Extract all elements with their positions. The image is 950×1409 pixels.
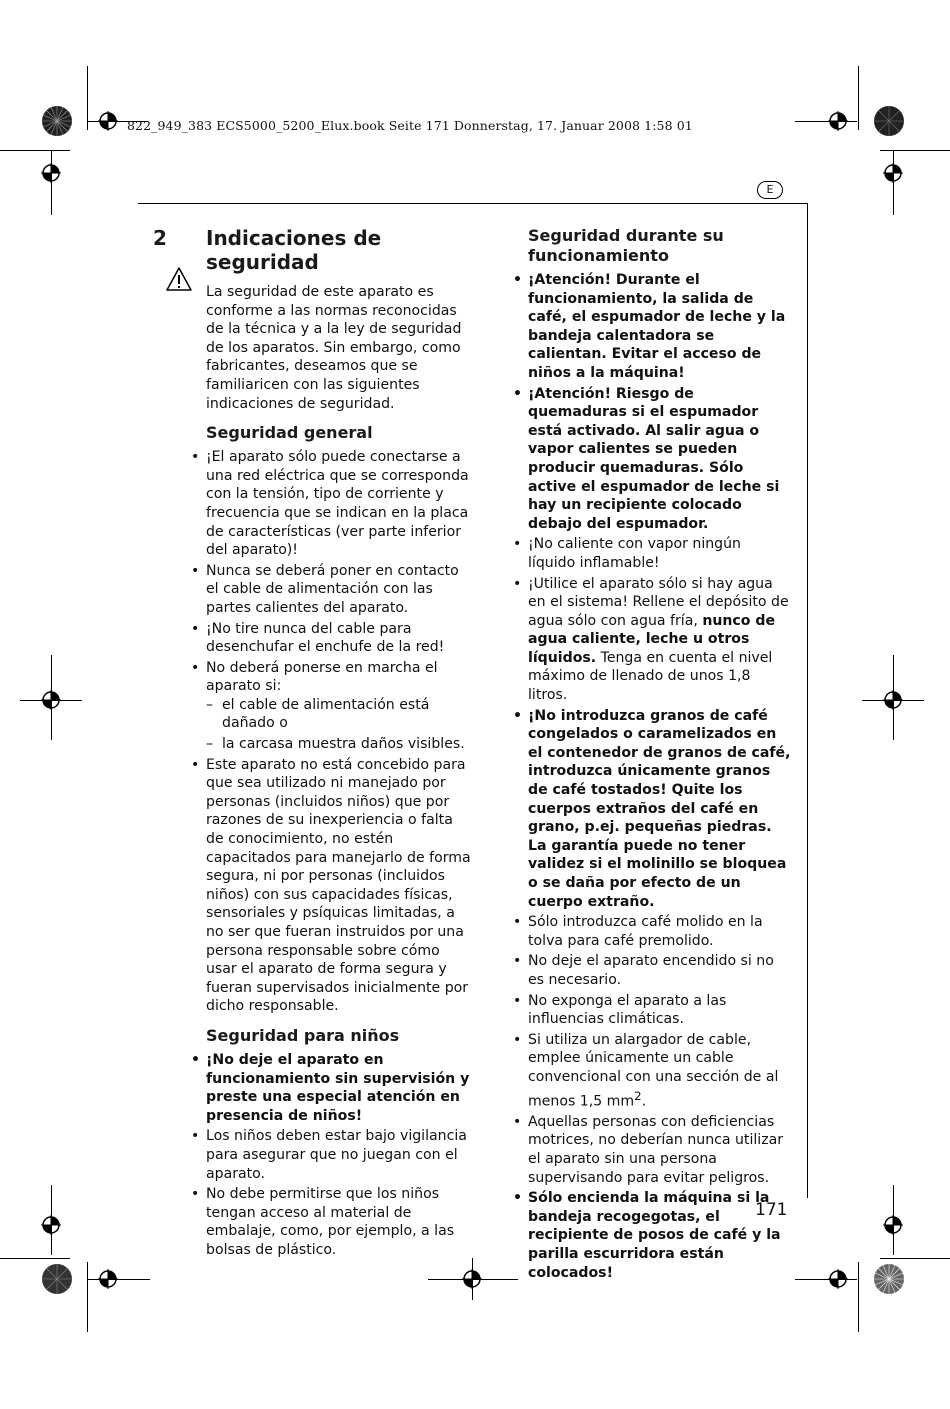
chapter-number: 2	[153, 226, 167, 250]
list-item: • Nunca se deberá poner en contacto el cable de alimentación con las partes calientes del aparato.	[206, 562, 471, 618]
list-item: • Los niños deben estar bajo vigilancia para asegurar que no juegan con el aparato.	[206, 1127, 471, 1183]
crop-mark	[0, 1258, 70, 1259]
crop-mark	[880, 1258, 950, 1259]
page-frame-right	[807, 203, 808, 1198]
list-item	[528, 1031, 792, 1111]
page-number: 171	[755, 1200, 788, 1220]
registration-target-icon	[462, 1269, 482, 1289]
list-item: • Aquellas personas con deficiencias motrices, no deberían nunca utilizar el aparato sin una persona supervisando para evitar peligros.	[528, 1113, 792, 1187]
list-item-text: .	[641, 1093, 647, 1110]
list-item: • ¡Atención! Durante el funcionamiento, la salida de café, el espumador de leche y la bandeja calentadora se calientan. Evitar el acceso de niños a la máquina!	[528, 271, 792, 383]
list-item-text: Si utiliza un alargador de cable, emplee únicamente un cable convencional con una sección de al menos 1,5 mm	[528, 1031, 779, 1110]
list-item: • Sólo introduzca café molido en la tolva para café premolido.	[528, 913, 792, 950]
intro-paragraph: La seguridad de este aparato es conforme a las normas reconocidas de la técnica y a la ley de seguridad de los aparatos. Sin embargo, como fabricantes, deseamos que se familiaricen con las siguientes indicaciones de seguridad.	[206, 284, 462, 412]
list-item-text: ¡Utilice el aparato sólo si hay agua en el sistema! Rellene el depósito de agua sólo con agua fría,	[528, 575, 789, 629]
warning-triangle-icon	[165, 266, 193, 292]
section-heading-operation: Seguridad durante su funcionamiento	[528, 226, 724, 265]
right-column	[528, 226, 792, 1284]
page-title: Indicaciones de seguridad	[206, 226, 382, 274]
general-list	[206, 448, 471, 1016]
list-item: • ¡No tire nunca del cable para desenchufar el enchufe de la red!	[206, 620, 471, 657]
left-column	[206, 226, 471, 1262]
starburst-icon	[873, 105, 905, 137]
list-item	[206, 659, 471, 754]
section-heading-general: Seguridad general	[206, 423, 373, 443]
list-item: • ¡No deje el aparato en funcionamiento sin supervisión y preste una especial atención en presencia de niños!	[206, 1051, 471, 1125]
page-frame-top	[138, 203, 808, 204]
list-item	[528, 575, 792, 705]
registration-target-icon	[883, 163, 903, 183]
list-item-text: • No deberá ponerse en marcha el aparato si:	[206, 659, 438, 695]
list-item: • No exponga el aparato a las influencias climáticas.	[528, 992, 792, 1029]
list-item-emphasis: nunco de agua caliente, leche u otros líquidos.	[528, 612, 776, 666]
crop-mark	[880, 150, 950, 151]
operation-list	[528, 271, 792, 1282]
registration-target-icon	[41, 163, 61, 183]
crop-mark	[858, 1262, 859, 1332]
list-item: • Este aparato no está concebido para que sea utilizado ni manejado por personas (incluidos niños) que por razones de su inexperiencia o falta de conocimiento, no estén capacitados para manejarlo de forma segura, ni por personas (incluidos niños) con sus capacidades físicas, sensoriales y psíquicas limitadas, a no ser que fueran instruidos por una persona responsable sobre cómo usar el aparato de forma segura y fueran supervisados inicialmente por dicho responsable.	[206, 756, 471, 1016]
list-item: • No debe permitirse que los niños tengan acceso al material de embalaje, como, por ejemplo, a las bolsas de plástico.	[206, 1185, 471, 1259]
starburst-icon	[41, 105, 73, 137]
list-item: • ¡No introduzca granos de café congelados o caramelizados en el contenedor de granos de café, introduzca únicamente granos de café tostados! Quite los cuerpos extraños del café en grano, p.ej. pequeñas piedras. La garantía puede no tener validez si el molinillo se bloquea o se daña por efecto de un cuerpo extraño.	[528, 707, 792, 912]
sub-list-item: – la carcasa muestra daños visibles.	[206, 735, 471, 754]
registration-target-icon	[883, 1215, 903, 1235]
list-item: • ¡No caliente con vapor ningún líquido inflamable!	[528, 535, 792, 572]
registration-target-icon	[98, 111, 118, 131]
language-badge: E	[757, 181, 783, 199]
superscript: 2	[634, 1088, 642, 1103]
registration-target-icon	[883, 690, 903, 710]
list-item: • ¡Atención! Riesgo de quemaduras si el espumador está activado. Al salir agua o vapor calientes se pueden producir quemaduras. Sólo active el espumador de leche si hay un recipiente colocado debajo del espumador.	[528, 385, 792, 534]
list-item: • No deje el aparato encendido si no es necesario.	[528, 952, 792, 989]
crop-mark	[87, 1262, 88, 1332]
list-item-text: Tenga en cuenta el nivel máximo de llenado de unos 1,8 litros.	[528, 649, 773, 704]
list-item: • ¡El aparato sólo puede conectarse a una red eléctrica que se corresponda con la tensión, tipo de corriente y frecuencia que se indican en la placa de características (ver parte inferior del aparato)!	[206, 448, 471, 560]
registration-target-icon	[41, 690, 61, 710]
registration-target-icon	[828, 1269, 848, 1289]
registration-target-icon	[41, 1215, 61, 1235]
crop-mark	[0, 150, 70, 151]
children-list	[206, 1051, 471, 1260]
starburst-icon	[873, 1263, 905, 1295]
crop-mark	[858, 66, 859, 130]
list-item: • Sólo encienda la máquina si la bandeja recogegotas, el recipiente de posos de café y la parilla escurridora están colocados!	[528, 1189, 792, 1282]
print-slug: 822_949_383 ECS5000_5200_Elux.book Seite 171 Donnerstag, 17. Januar 2008 1:58 01	[127, 118, 693, 133]
registration-target-icon	[98, 1269, 118, 1289]
section-heading-children: Seguridad para niños	[206, 1025, 400, 1045]
registration-target-icon	[828, 111, 848, 131]
sub-list-item: – el cable de alimentación está dañado o	[206, 696, 471, 733]
starburst-icon	[41, 1263, 73, 1295]
